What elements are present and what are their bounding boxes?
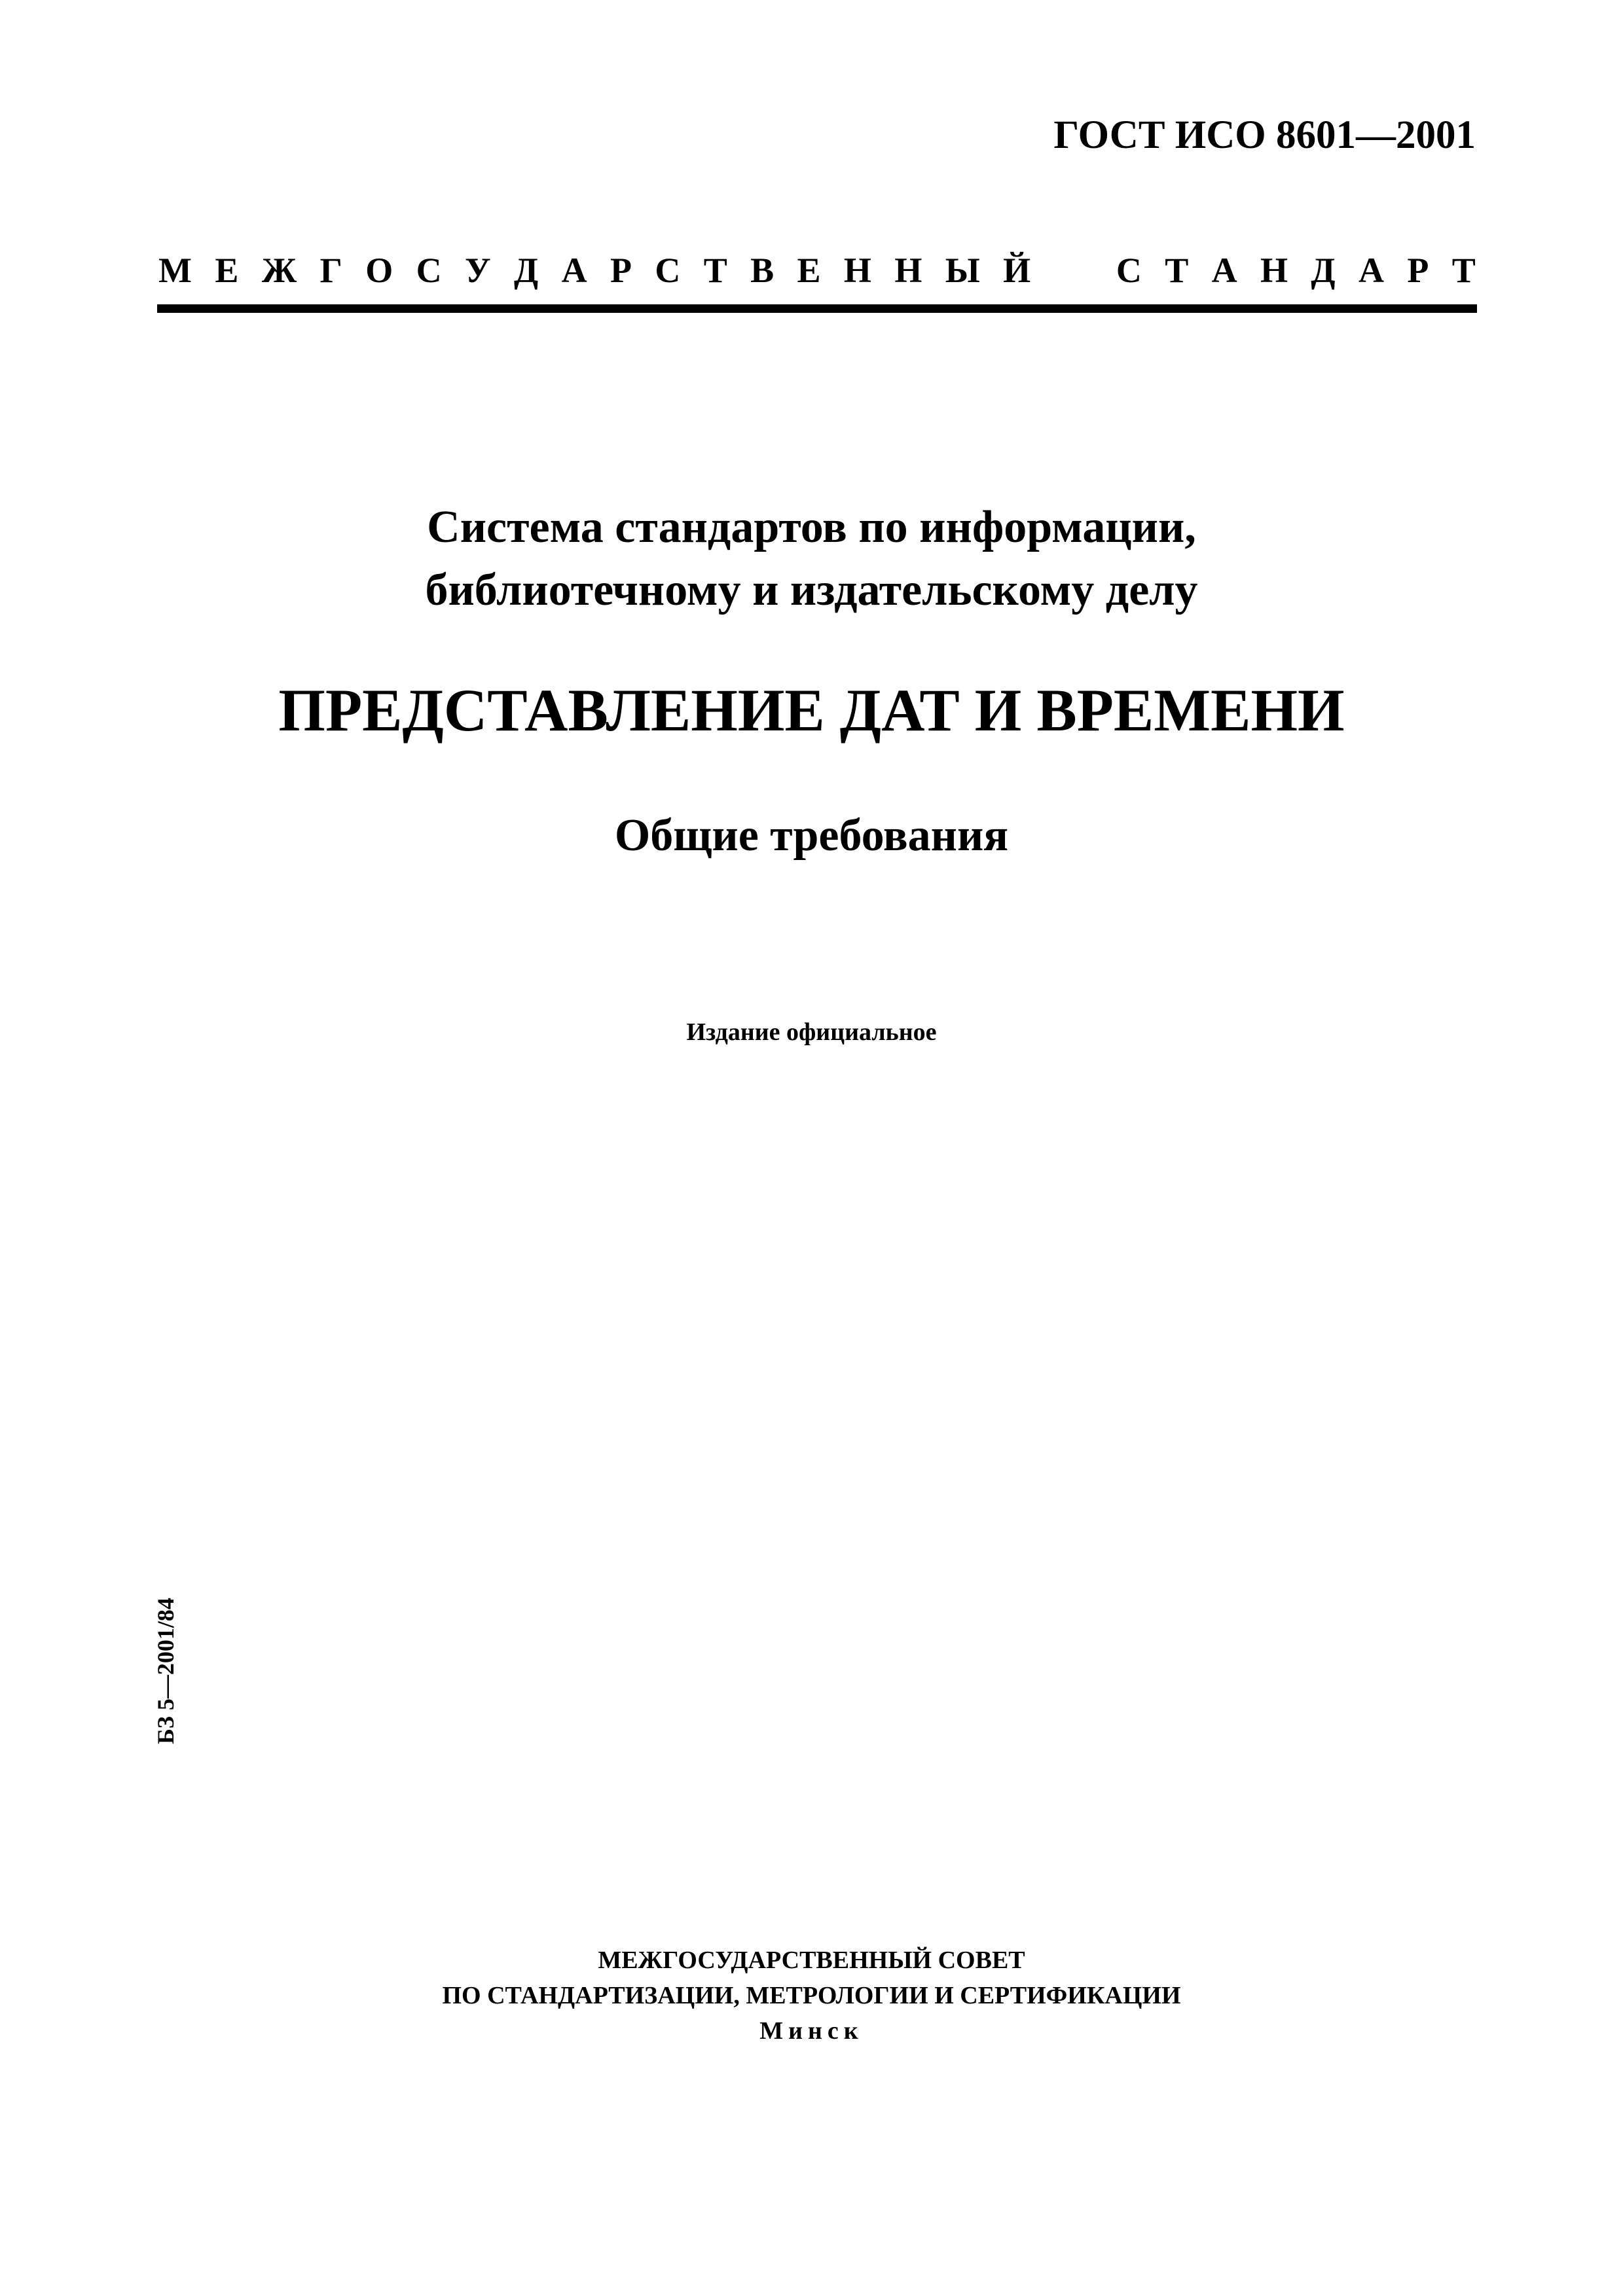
publisher-line-2: ПО СТАНДАРТИЗАЦИИ, МЕТРОЛОГИИ И СЕРТИФИКАЦИИ (442, 1982, 1181, 2009)
heading-letter: Р (610, 251, 632, 290)
standard-type-heading (158, 251, 1476, 290)
publisher-block (0, 1943, 1623, 2049)
heading-letter: А (1211, 251, 1237, 290)
main-title: ПРЕДСТАВЛЕНИЕ ДАТ И ВРЕМЕНИ (278, 677, 1345, 744)
heading-rule-divider (157, 304, 1477, 313)
word-gap (1054, 251, 1093, 290)
heading-letter: Д (514, 251, 539, 290)
heading-letter: Д (1311, 251, 1336, 290)
heading-letter: Г (319, 251, 342, 290)
heading-letter: Т (703, 251, 727, 290)
heading-letter: А (1358, 251, 1384, 290)
heading-letter: Й (1003, 251, 1031, 290)
heading-letter: Т (1451, 251, 1476, 290)
heading-letter: Н (1260, 251, 1288, 290)
heading-letter: Н (843, 251, 871, 290)
heading-letter: Е (215, 251, 239, 290)
heading-letter: У (465, 251, 491, 290)
heading-letter: Р (1407, 251, 1429, 290)
heading-letter: О (365, 251, 393, 290)
gost-number: ГОСТ ИСО 8601—2001 (1053, 113, 1476, 157)
publisher-line-1: МЕЖГОСУДАРСТВЕННЫЙ СОВЕТ (598, 1946, 1025, 1974)
heading-letter: В (750, 251, 775, 290)
heading-letter: А (561, 251, 587, 290)
heading-letter: С (655, 251, 681, 290)
series-title-line-1: Система стандартов по информации, (427, 502, 1196, 552)
series-title (0, 496, 1623, 622)
subtitle: Общие требования (614, 810, 1009, 861)
heading-letter: М (158, 251, 192, 290)
edition-note: Издание официальное (686, 1018, 937, 1046)
heading-letter: С (416, 251, 442, 290)
heading-letter: Н (894, 251, 922, 290)
side-code-block (152, 1439, 179, 1903)
heading-letter: Е (797, 251, 821, 290)
heading-letter: Ж (261, 251, 297, 290)
heading-letter: Т (1165, 251, 1189, 290)
heading-letter: С (1116, 251, 1142, 290)
side-code: БЗ 5—2001/84 (153, 1598, 179, 1744)
publisher-city: Минск (759, 2017, 864, 2045)
heading-letter: Ы (945, 251, 980, 290)
series-title-line-2: библиотечному и издательскому делу (425, 565, 1198, 615)
